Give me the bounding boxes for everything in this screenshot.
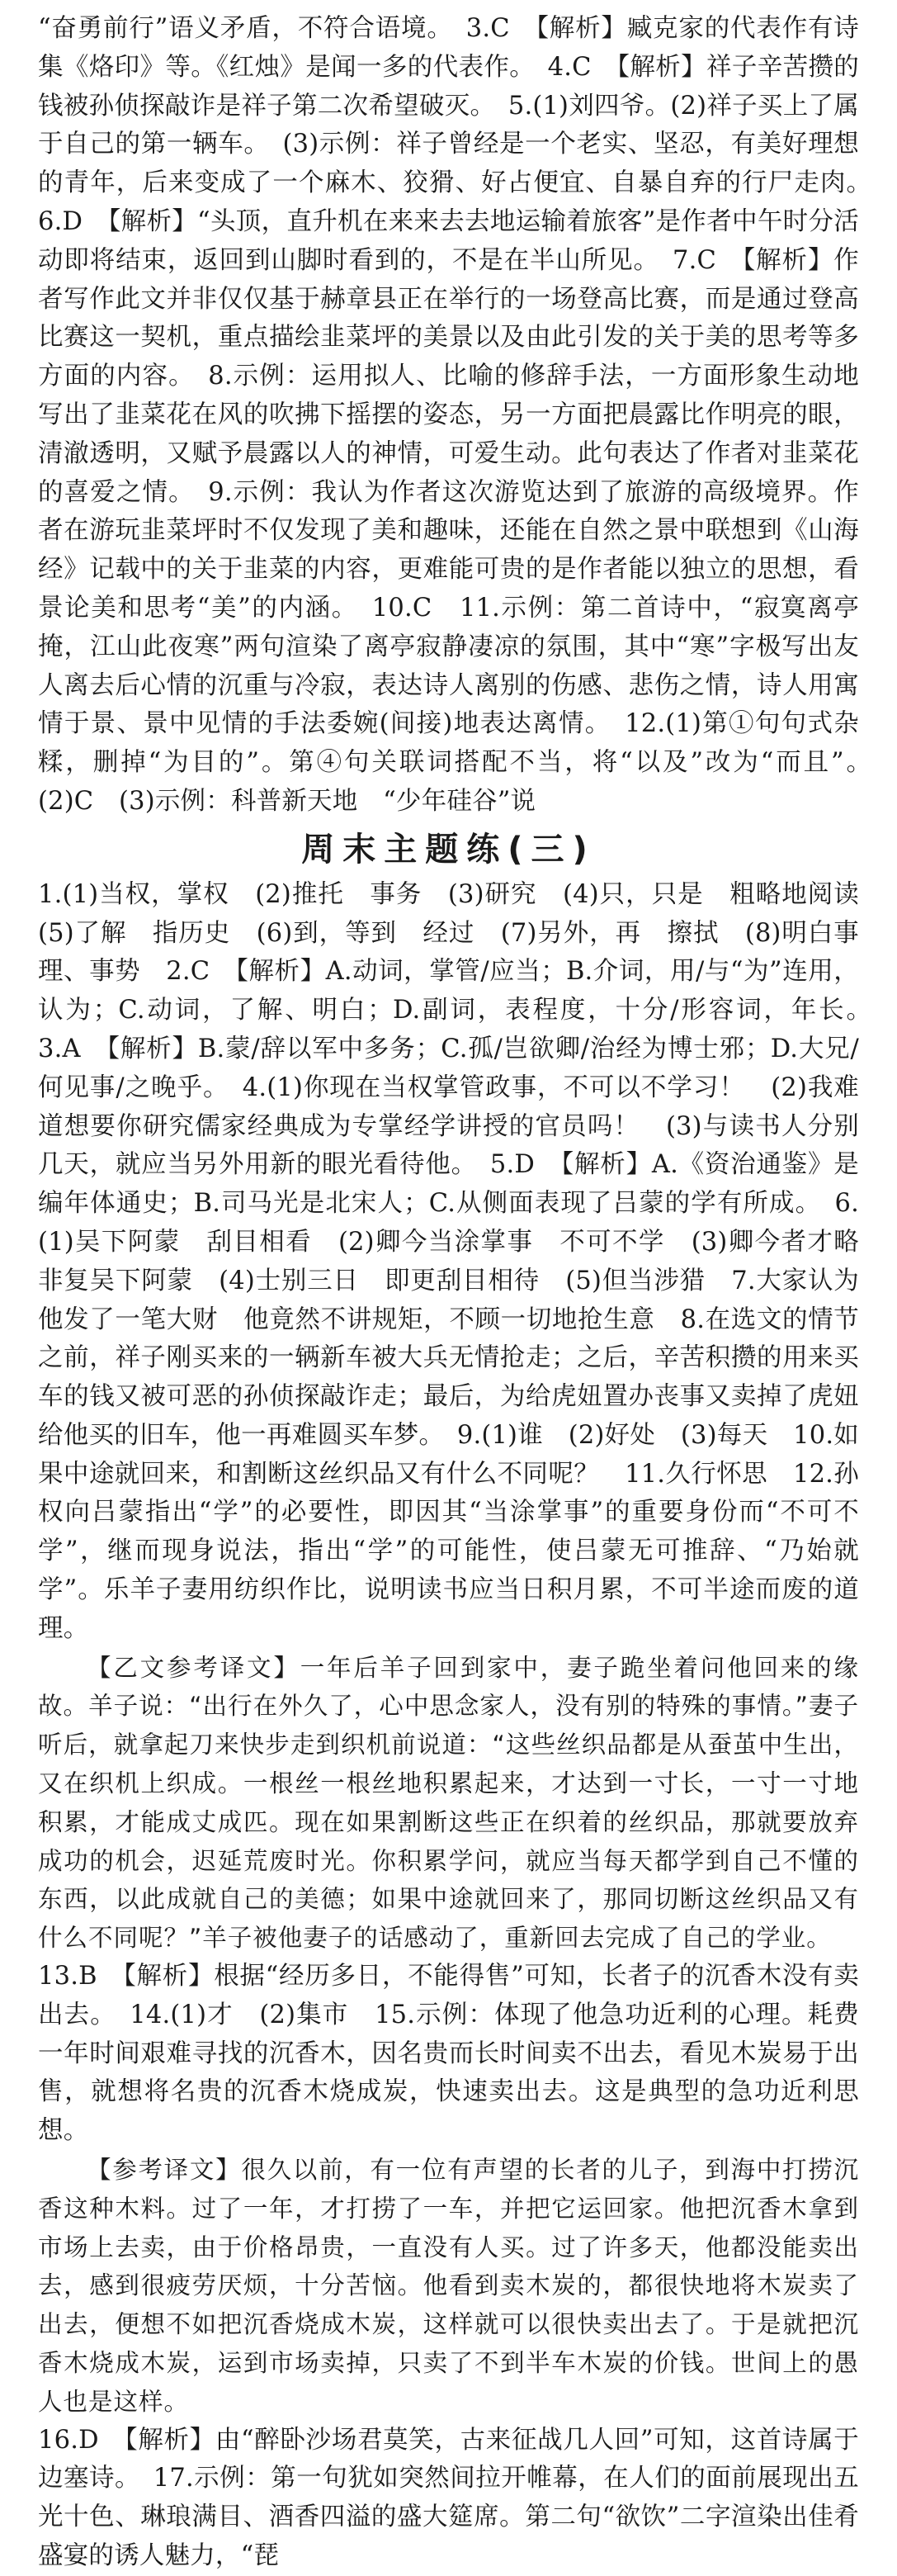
answers-block-previous <box>38 10 885 822</box>
translation-block-yi <box>38 1649 859 1958</box>
translation-text-yi: 【乙文参考译文】一年后羊子回到家中，妻子跪坐着问他回来的缘故。羊子说：“出行在外久了，心中思念家人，没有别的特殊的事情。”妻子听后，就拿起刀来快步走到织机前说道：“这些丝织品都是从蚕茧中生出，又在织机上织成。一根丝一根丝地积累起来，才达到一寸长，一寸一寸地积累，才能成丈成匹。现在如果割断这些正在织着的丝织品，那就要放弃成功的机会，迟延荒废时光。你积累学问，就应当每天都学到自己不懂的东西，以此成就自己的美德；如果中途就回来了，那同切断这丝织品又有什么不同呢？”羊子被他妻子的话感动了，重新回去完成了自己的学业。 <box>38 1653 859 1953</box>
answers-text-13-15: 13.B 【解析】根据“经历多日，不能得售”可知，长者子的沉香木没有卖出去。 14.(1)才 (2)集市 15.示例：体现了他急功近利的心理。耗费一年时间艰难寻找的沉香木，因名贵而长时间卖不出去，看见木炭易于出售，就想将名贵的沉香木烧成炭，快速卖出去。这是典型的急功近利思想。 <box>38 1962 859 2146</box>
answers-text-16-17: 16.D 【解析】由“醉卧沙场君莫笑，古来征战几人回”可知，这首诗属于边塞诗。 17.示例：第一句犹如突然间拉开帷幕，在人们的面前展现出五光十色、琳琅满目、酒香四溢的盛大筵席。第二句“欲饮”二字渲染出佳肴盛宴的诱人魅力，“琵 <box>38 2425 859 2570</box>
answers-block-13-15 <box>38 1958 859 2151</box>
translation-text-reference: 【参考译文】很久以前，有一位有声望的长者的儿子，到海中打捞沉香这种木料。过了一年，才打捞了一车，并把它运回家。他把沉香木拿到市场上去卖，由于价格昂贵，一直没有人买。过了许多天，他都没能卖出去，感到很疲劳厌烦，十分苦恼。他看到卖木炭的，都很快地将木炭卖了出去，便想不如把沉香烧成木炭，这样就可以很快卖出去了。于是就把沉香木烧成木炭，运到市场卖掉，只卖了不到半车木炭的价钱。世间上的愚人也是这样。 <box>38 2156 859 2416</box>
answers-block-weekend-3 <box>38 876 885 1649</box>
answers-text-weekend-3: 1.(1)当权，掌权 (2)推托 事务 (3)研究 (4)只，只是 粗略地阅读 (5)了解 指历史 (6)到，等到 经过 (7)另外，再 擦拭 (8)明白事理、事势 2.C 【解析】A.动词，掌管/应当；B.介词，用/与“为”连用，认为；C.动词，了解、明白；D.副词，表程度，十分/形容词，年长。 3.A 【解析】B.蒙/辞以军中多务；C.孤/岂欲卿/治经为博士邪；D.大兄/何见事/之晚乎。 4.(1)你现在当权掌管政事，不可以不学习！ (2)我难道想要你研究儒家经典成为专掌经学讲授的官员吗！ (3)与读书人分别几天，就应当另外用新的眼光看待他。 5.D 【解析】A.《资治通鉴》是编年体通史；B.司马光是北宋人；C.从侧面表现了吕蒙的学有所成。 6.(1)吴下阿蒙 刮目相看 (2)卿今当涂掌事 不可不学 (3)卿今者才略 非复吴下阿蒙 (4)士别三日 即更刮目相待 (5)但当涉猎 7.大家认为他发了一笔大财 他竟然不讲规矩，不顾一切地抢生意 8.在选文的情节之前，祥子刚买来的一辆新车被大兵无情抢走；之后，辛苦积攒的用来买车的钱又被可恶的孙侦探敲诈走；最后，为给虎妞置办丧事又卖掉了虎妞给他买的旧车，他一再难圆买车梦。 9.(1)谁 (2)好处 (3)每天 10.如果中途就回来，和割断这丝织品又有什么不同呢？ 11.久行怀思 12.孙权向吕蒙指出“学”的必要性，即因其“当涂掌事”的重要身份而“不可不学”，继而现身说法，指出“学”的可能性，使吕蒙无可推辞、“乃始就学”。乐羊子妻用纺织作比，说明读书应当日积月累，不可半途而废的道理。 <box>38 879 885 1643</box>
section-heading: 周末主题练(三) <box>301 830 596 869</box>
translation-block-reference <box>38 2151 859 2422</box>
answers-block-16-17 <box>38 2422 859 2576</box>
answers-text-previous: “奋勇前行”语义矛盾，不符合语境。 3.C 【解析】臧克家的代表作有诗集《烙印》等。《红烛》是闻一多的代表作。 4.C 【解析】祥子辛苦攒的钱被孙侦探敲诈是祥子第二次希望破灭。 5.(1)刘四爷。(2)祥子买上了属于自己的第一辆车。 (3)示例：祥子曾经是一个老实、坚忍，有美好理想的青年，后来变成了一个麻木、狡猾、好占便宜、自暴自弃的行尸走肉。 6.D 【解析】“头顶，直升机在来来去去地运输着旅客”是作者中午时分活动即将结束，返回到山脚时看到的，不是在半山所见。 7.C 【解析】作者写作此文并非仅仅基于赫章县正在举行的一场登高比赛，而是通过登高比赛这一契机，重点描绘韭菜坪的美景以及由此引发的关于美的思考等多方面的内容。 8.示例：运用拟人、比喻的修辞手法，一方面形象生动地写出了韭菜花在风的吹拂下摇摆的姿态，另一方面把晨露比作明亮的眼，清澈透明，又赋予晨露以人的神情，可爱生动。此句表达了作者对韭菜花的喜爱之情。 9.示例：我认为作者这次游览达到了旅游的高级境界。作者在游玩韭菜坪时不仅发现了美和趣味，还能在自然之景中联想到《山海经》记载中的关于韭菜的内容，更难能可贵的是作者能以独立的思想，看景论美和思考“美”的内涵。 10.C 11.示例：第二首诗中，“寂寞离亭掩，江山此夜寒”两句渲染了离亭寂静凄凉的氛围，其中“寒”字极写出友人离去后心情的沉重与冷寂，表达诗人离别的伤感、悲伤之情，诗人用寓情于景、景中见情的手法委婉(间接)地表达离情。 12.(1)第①句句式杂糅，删掉“为目的”。第④句关联词搭配不当，将“以及”改为“而且”。 (2)C (3)示例：科普新天地 “少年硅谷”说 <box>38 14 885 816</box>
